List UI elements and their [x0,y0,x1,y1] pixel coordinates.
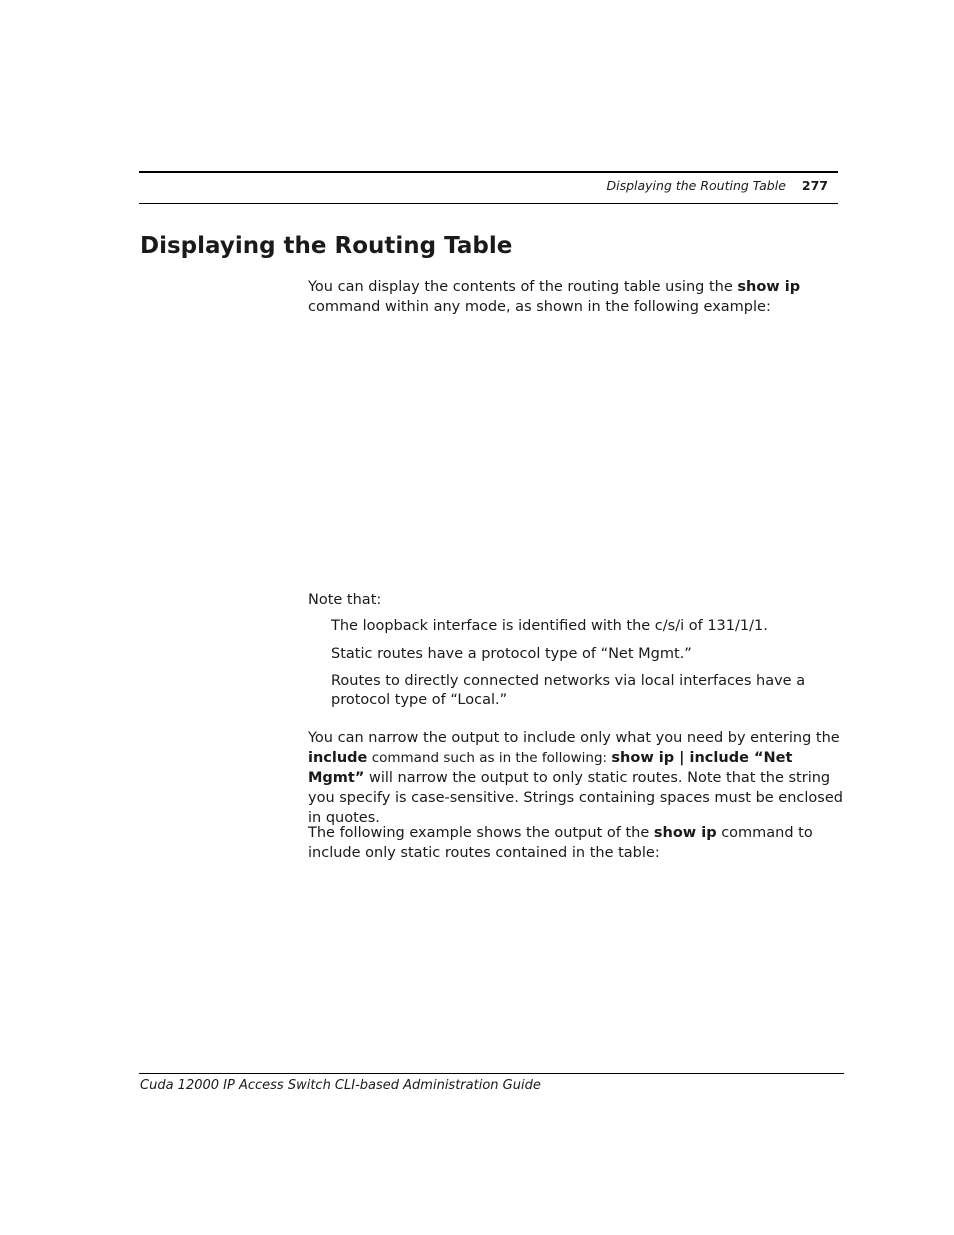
intro-text-after: command within any mode, as shown in the following example: [308,299,771,315]
footer-text: Cuda 12000 IP Access Switch CLI-based Administration Guide [140,1078,541,1093]
narrow-text-2: command such as in the following: [367,750,612,766]
note-item-loopback: The loopback interface is identified with the c/s/i of 131/1/1. [331,618,768,634]
intro-text-before: You can display the contents of the routing table using the [308,279,738,295]
narrow-text-3: will narrow the output to only static routes. Note that the string you specify is case-sensitive. Strings containing spaces must be enclosed in quotes. [308,770,843,826]
intro-paragraph [308,277,843,317]
narrow-text-1: You can narrow the output to include only what you need by entering the [308,730,840,746]
example-text-before: The following example shows the output of the [308,825,654,841]
example-text-after: command to include only static routes contained in the table: [308,825,813,861]
narrow-paragraph [308,728,843,828]
note-lead: Note that: [308,592,382,608]
example-paragraph [308,823,843,863]
intro-command: show ip [737,279,801,295]
running-head [606,178,828,194]
header-rule-top [139,171,838,173]
narrow-command-example: show ip | include “Net Mgmt” [308,750,793,786]
header-rule-bottom [139,203,838,204]
section-title: Displaying the Routing Table [140,233,513,259]
note-item-static-routes: Static routes have a protocol type of “Net Mgmt.” [331,646,692,662]
note-item-local-routes: Routes to directly connected networks via local interfaces have a protocol type of “Local.” [331,673,806,708]
example-command: show ip [653,825,717,841]
narrow-command-include: include [308,750,368,766]
page-number: 277 [801,178,828,193]
footer-rule [139,1073,844,1074]
running-head-title: Displaying the Routing Table [606,178,786,193]
